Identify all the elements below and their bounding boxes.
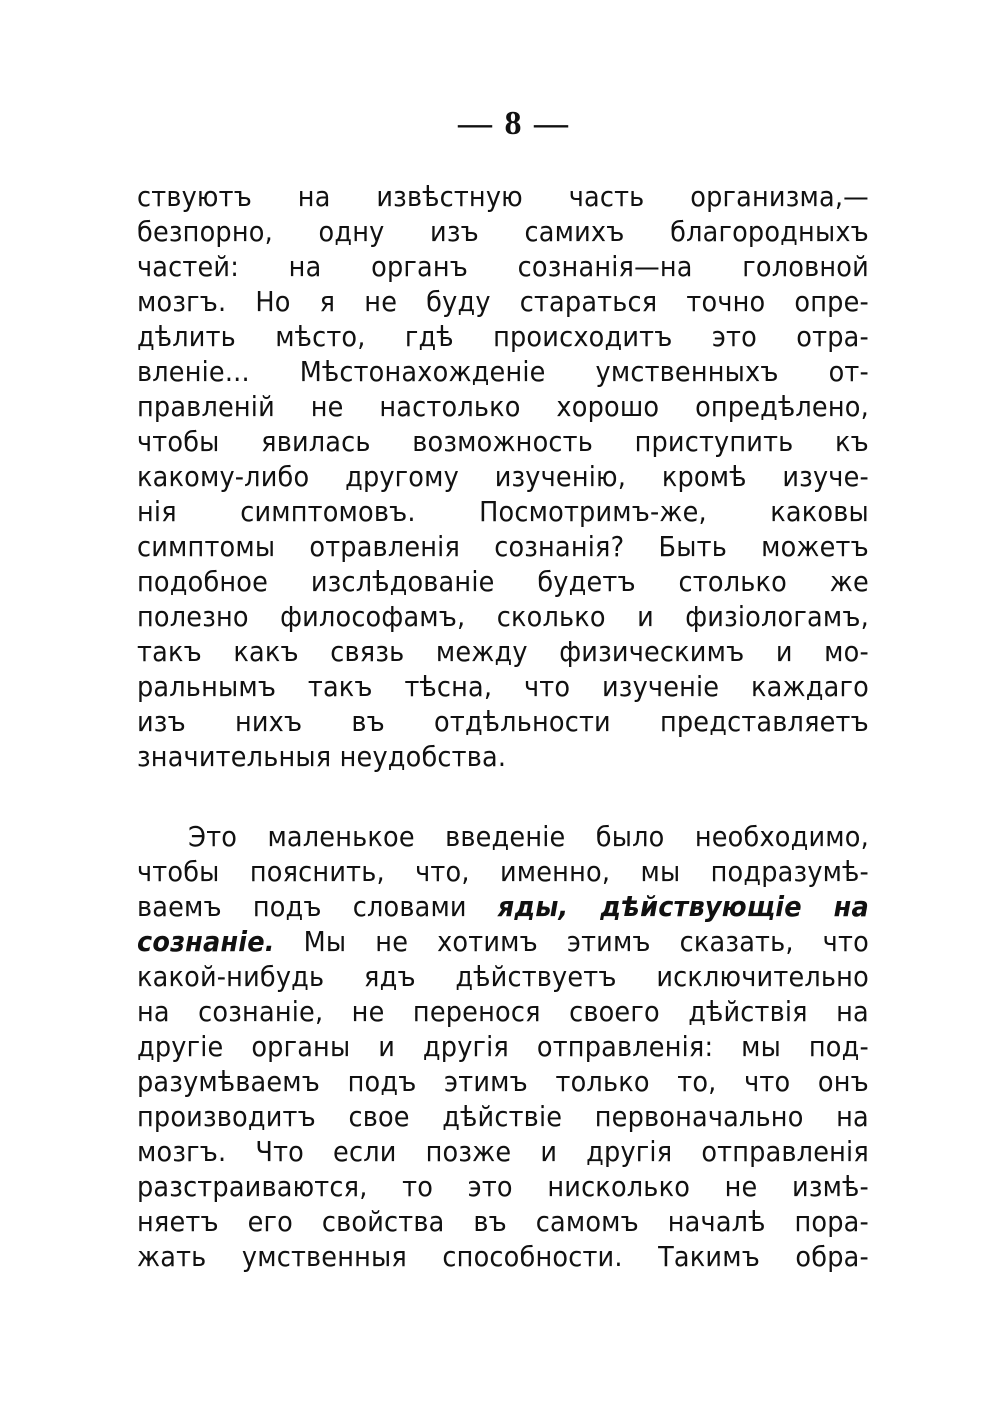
text-line: какому-либо другому изученію, кромѣ изуче-	[137, 461, 869, 493]
text-line: безпорно, одну изъ самихъ благородныхъ	[137, 216, 869, 248]
text-line: ральнымъ такъ тѣсна, что изученіе каждаго	[137, 671, 869, 703]
text-line: разстраиваются, то это нисколько не измѣ-	[137, 1171, 869, 1203]
emphasized-text: сознаніе.	[137, 926, 275, 958]
text-line: мозгъ. Но я не буду стараться точно опре-	[137, 286, 869, 318]
text-line: ствуютъ на извѣстную часть организма,—	[137, 181, 869, 213]
text-fragment: Мы не хотимъ этимъ сказать, что	[274, 926, 869, 958]
text-line: дѣлить мѣсто, гдѣ происходитъ это отра-	[137, 321, 869, 353]
text-fragment: ваемъ подъ словами	[137, 891, 498, 923]
text-line: вленіе... Мѣстонахожденіе умственныхъ от-	[137, 356, 869, 388]
text-line: жать умственныя способности. Такимъ обра-	[137, 1241, 869, 1273]
text-line: Это маленькое введеніе было необходимо,	[188, 821, 869, 853]
text-line: мозгъ. Что если позже и другія отправленія	[137, 1136, 869, 1168]
text-line: какой-нибудь ядъ дѣйствуетъ исключительно	[137, 961, 869, 993]
text-line: полезно философамъ, сколько и физіологамъ,	[137, 601, 869, 633]
paragraph-2	[137, 820, 869, 1275]
text-line: значительныя неудобства.	[137, 741, 507, 773]
text-line: разумѣваемъ подъ этимъ только то, что онъ	[137, 1066, 869, 1098]
text-line-with-emphasis	[137, 890, 869, 925]
emphasized-text: яды, дѣйствующіе на	[497, 891, 869, 923]
paragraph-1	[137, 180, 869, 775]
text-line: изъ нихъ въ отдѣльности представляетъ	[137, 706, 869, 738]
text-line: частей: на органъ сознанія—на головной	[137, 251, 869, 283]
text-line: чтобы явилась возможность приступить къ	[137, 426, 869, 458]
text-line: нія симптомовъ. Посмотримъ-же, каковы	[137, 496, 869, 528]
text-line: другіе органы и другія отправленія: мы под-	[137, 1031, 869, 1063]
text-line: правленій не настолько хорошо опредѣлено,	[137, 391, 869, 423]
text-line: такъ какъ связь между физическимъ и мо-	[137, 636, 869, 668]
text-line: симптомы отравленія сознанія? Быть можетъ	[137, 531, 869, 563]
text-line: няетъ его свойства въ самомъ началѣ пора-	[137, 1206, 869, 1238]
text-line: на сознаніе, не перенося своего дѣйствія на	[137, 996, 869, 1028]
text-line: чтобы пояснить, что, именно, мы подразумѣ-	[137, 856, 869, 888]
text-line: подобное изслѣдованіе будетъ столько же	[137, 566, 869, 598]
page-number: — 8 —	[458, 105, 570, 142]
text-line-with-emphasis	[137, 925, 869, 960]
text-line: производитъ свое дѣйствіе первоначально на	[137, 1101, 869, 1133]
